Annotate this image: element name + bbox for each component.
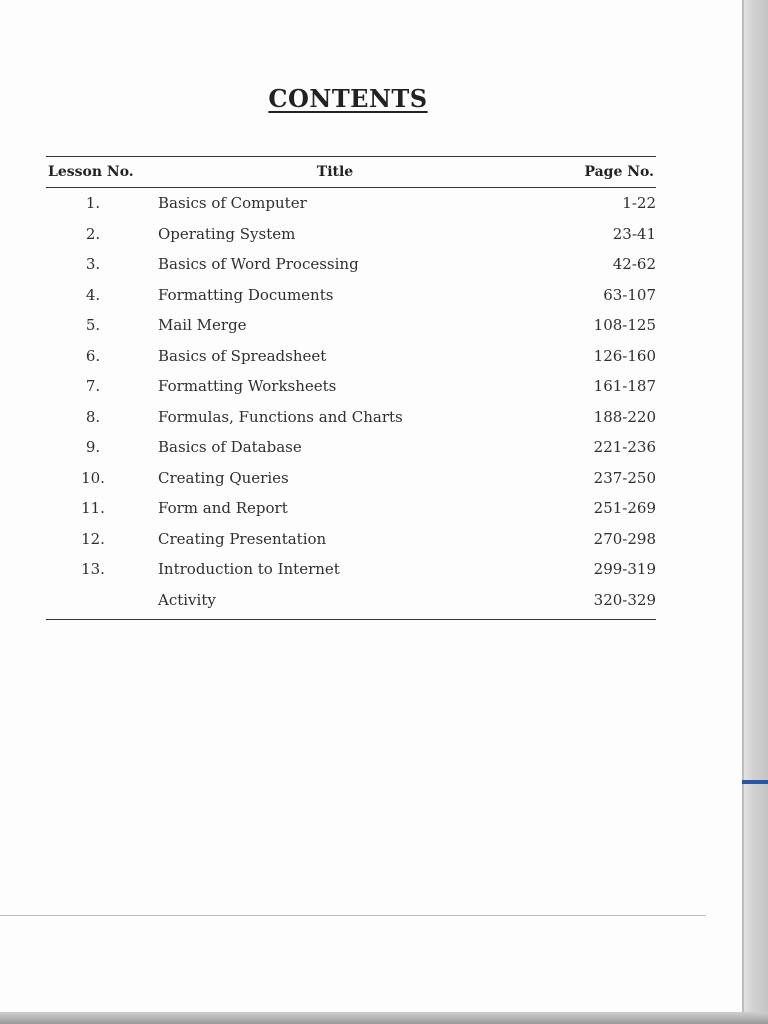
lesson-pages: 23-41 xyxy=(612,224,656,243)
lesson-title: Mail Merge xyxy=(158,316,247,335)
table-row xyxy=(46,493,656,524)
lesson-pages: 299-319 xyxy=(593,560,656,579)
lesson-pages: 221-236 xyxy=(593,438,656,457)
table-header xyxy=(46,157,656,188)
header-lesson-no: Lesson No. xyxy=(48,164,134,180)
lesson-title: Basics of Computer xyxy=(158,194,307,213)
lesson-number: 11. xyxy=(81,499,105,518)
lesson-number: 2. xyxy=(85,224,101,243)
lesson-number: 9. xyxy=(85,438,101,457)
lesson-pages: 320-329 xyxy=(593,590,656,609)
table-row xyxy=(46,371,656,402)
lesson-title: Activity xyxy=(158,590,216,609)
lesson-number: 10. xyxy=(81,468,105,487)
lesson-title: Creating Presentation xyxy=(158,529,327,548)
table-row xyxy=(46,249,656,280)
page-title: CONTENTS xyxy=(268,84,428,114)
header-page-no: Page No. xyxy=(584,164,654,180)
lesson-number: 3. xyxy=(85,255,101,274)
lesson-pages: 161-187 xyxy=(593,377,656,396)
bottom-strip xyxy=(0,1012,768,1024)
lesson-pages: 251-269 xyxy=(593,499,656,518)
page-edge-line xyxy=(742,0,744,1024)
lesson-number: 5. xyxy=(85,316,101,335)
lesson-pages: 126-160 xyxy=(593,346,656,365)
lesson-number: 8. xyxy=(85,407,101,426)
lesson-number: 7. xyxy=(85,377,101,396)
lesson-number: 12. xyxy=(81,529,105,548)
table-body xyxy=(46,188,656,619)
lesson-title: Basics of Spreadsheet xyxy=(158,346,327,365)
lesson-title: Formatting Worksheets xyxy=(158,377,337,396)
page-edge xyxy=(742,0,768,1024)
edge-marker xyxy=(742,780,768,784)
table-row xyxy=(46,341,656,372)
fold-line xyxy=(0,915,706,916)
table-row xyxy=(46,280,656,311)
lesson-title: Introduction to Internet xyxy=(158,560,340,579)
lesson-pages: 63-107 xyxy=(603,285,656,304)
lesson-number: 4. xyxy=(85,285,101,304)
table-row xyxy=(46,585,656,616)
lesson-number: 1. xyxy=(85,194,101,213)
lesson-pages: 42-62 xyxy=(612,255,656,274)
lesson-title: Basics of Word Processing xyxy=(158,255,359,274)
lesson-pages: 1-22 xyxy=(622,194,656,213)
header-title: Title xyxy=(316,164,354,180)
table-row xyxy=(46,524,656,555)
lesson-number: 13. xyxy=(81,560,105,579)
table-row xyxy=(46,219,656,250)
lesson-pages: 188-220 xyxy=(593,407,656,426)
lesson-title: Operating System xyxy=(158,224,296,243)
lesson-title: Formatting Documents xyxy=(158,285,334,304)
table-row xyxy=(46,310,656,341)
contents-table xyxy=(46,156,656,620)
lesson-title: Formulas, Functions and Charts xyxy=(158,407,403,426)
table-row xyxy=(46,554,656,585)
table-row xyxy=(46,463,656,494)
table-row xyxy=(46,188,656,219)
lesson-title: Creating Queries xyxy=(158,468,289,487)
lesson-title: Form and Report xyxy=(158,499,288,518)
lesson-number: 6. xyxy=(85,346,101,365)
table-row xyxy=(46,402,656,433)
lesson-pages: 237-250 xyxy=(593,468,656,487)
lesson-pages: 108-125 xyxy=(593,316,656,335)
lesson-pages: 270-298 xyxy=(593,529,656,548)
lesson-title: Basics of Database xyxy=(158,438,302,457)
table-row xyxy=(46,432,656,463)
